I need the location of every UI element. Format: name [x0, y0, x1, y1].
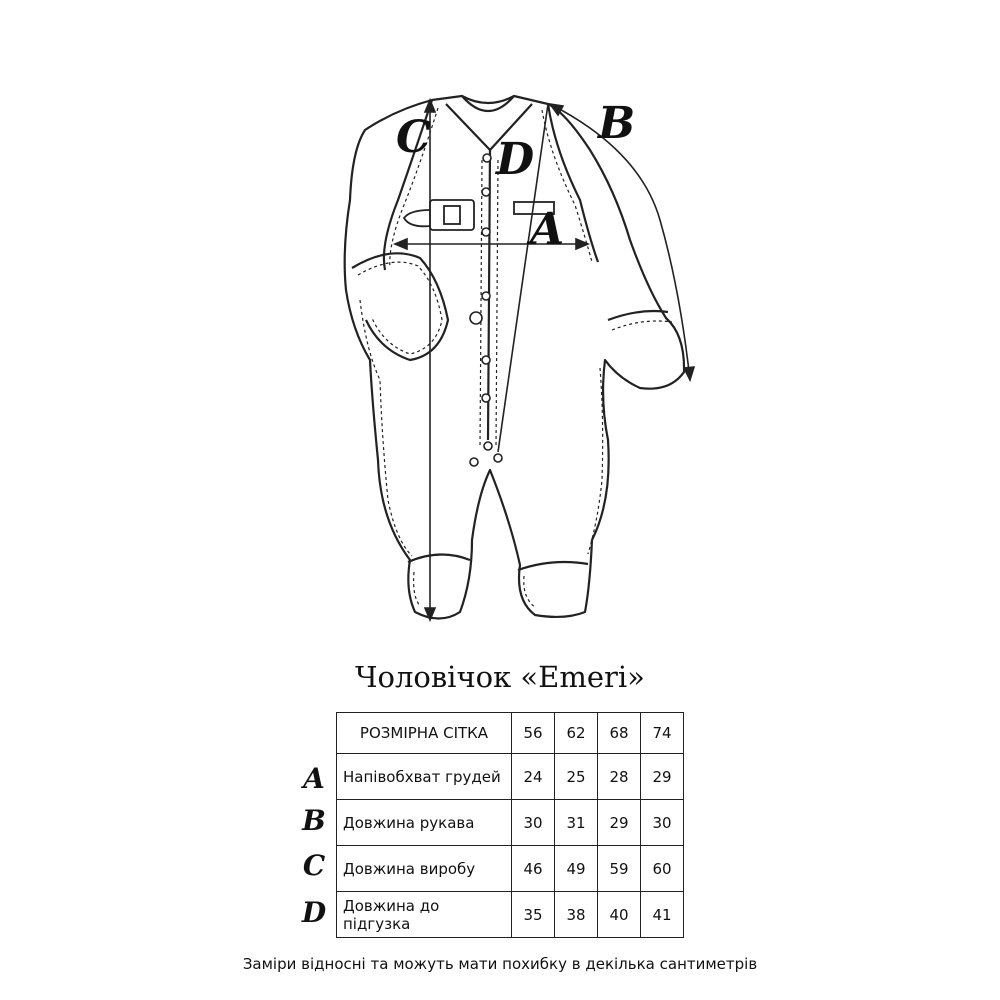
snap-button: [470, 312, 482, 324]
pacifier-clip-icon: [430, 200, 474, 230]
measurement-disclaimer: Заміри відносні та можуть мати похибку в декілька сантиметрів: [242, 955, 758, 973]
table-row: [337, 846, 684, 892]
measurement-label: Напівобхват грудей: [337, 754, 512, 800]
dimension-letter-b: B: [598, 98, 636, 149]
snap-button: [482, 394, 490, 402]
table-row: [337, 800, 684, 846]
snap-button: [470, 458, 478, 466]
product-title: Чоловічок «Emeri»: [355, 660, 645, 694]
row-letter-b: B: [302, 804, 326, 837]
dimension-letter-c: C: [396, 112, 432, 163]
snap-button: [494, 454, 502, 462]
snap-button: [482, 228, 490, 236]
measurement-value: 35: [512, 892, 555, 938]
snap-button: [482, 292, 490, 300]
row-letter-a: A: [303, 762, 325, 795]
measurement-value: 46: [512, 846, 555, 892]
measurement-value: 29: [641, 754, 684, 800]
table-header-row: [337, 713, 684, 754]
measurement-value: 28: [598, 754, 641, 800]
dimension-letter-a: A: [530, 204, 565, 255]
measurement-label: Довжина рукава: [337, 800, 512, 846]
table-row: [337, 754, 684, 800]
dimension-letter-d: D: [496, 134, 535, 185]
size-header-cell: 68: [598, 713, 641, 754]
size-header-cell: 74: [641, 713, 684, 754]
size-header-cell: 56: [512, 713, 555, 754]
snap-button: [482, 356, 490, 364]
row-letter-d: D: [301, 896, 327, 929]
measurement-value: 30: [641, 800, 684, 846]
measurement-value: 41: [641, 892, 684, 938]
measurement-value: 24: [512, 754, 555, 800]
measurement-label: Довжина до підгузка: [337, 892, 512, 938]
size-chart-heading: РОЗМІРНА СІТКА: [337, 713, 512, 754]
snap-button: [482, 188, 490, 196]
snap-button: [483, 154, 491, 162]
measurement-value: 59: [598, 846, 641, 892]
measurement-value: 38: [555, 892, 598, 938]
measurement-value: 25: [555, 754, 598, 800]
measurement-label: Довжина виробу: [337, 846, 512, 892]
size-header-cell: 62: [555, 713, 598, 754]
row-letter-c: C: [302, 849, 326, 882]
snap-button: [484, 442, 492, 450]
measurement-value: 29: [598, 800, 641, 846]
size-chart-table: [336, 712, 684, 938]
table-row: [337, 892, 684, 938]
measurement-value: 31: [555, 800, 598, 846]
measurement-value: 30: [512, 800, 555, 846]
measurement-value: 49: [555, 846, 598, 892]
measurement-value: 60: [641, 846, 684, 892]
measurement-value: 40: [598, 892, 641, 938]
